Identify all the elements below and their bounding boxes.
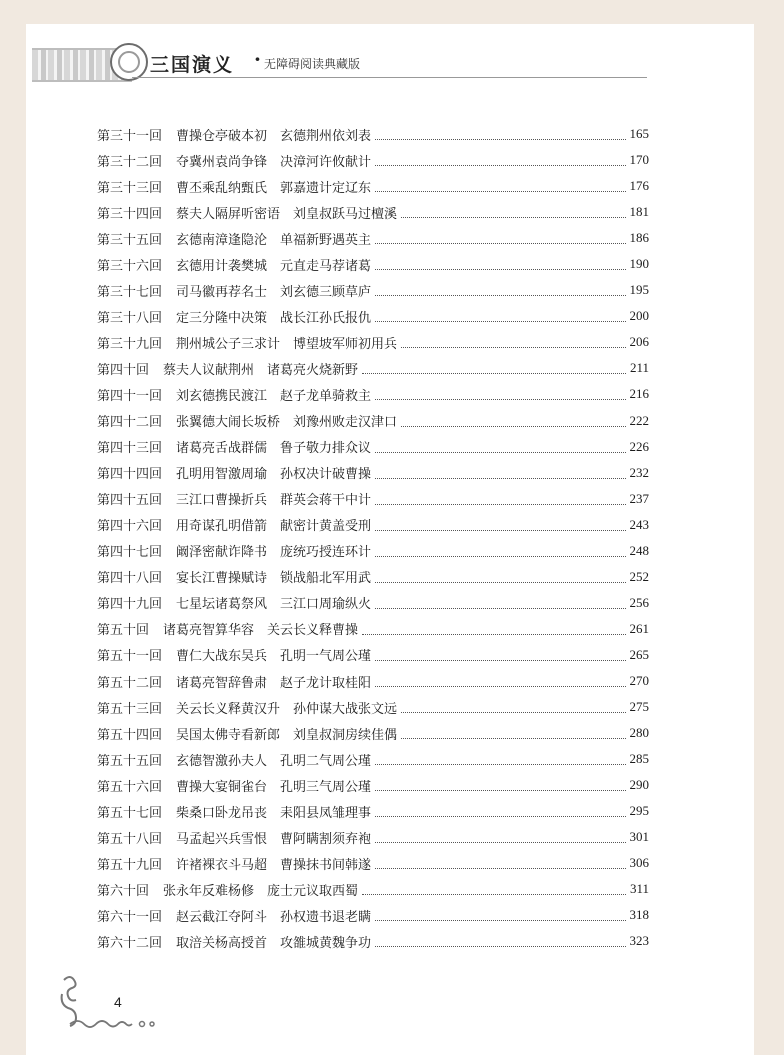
toc-entry — [97, 824, 649, 850]
dot-leader — [375, 294, 625, 296]
dot-leader — [401, 425, 625, 427]
chapter-title: 玄德用计袭樊城 元直走马荐诸葛 — [176, 258, 372, 274]
chapter-number: 第三十五回 — [97, 232, 163, 248]
chapter-number: 第五十八回 — [97, 831, 163, 847]
dot-leader — [375, 659, 625, 661]
chapter-title: 取涪关杨高授首 攻雒城黄魏争功 — [176, 935, 372, 951]
chapter-title: 七星坛诸葛祭风 三江口周瑜纵火 — [176, 597, 372, 613]
toc-entry — [97, 121, 649, 147]
dot-leader — [375, 919, 625, 921]
chapter-number: 第三十八回 — [97, 310, 163, 326]
chapter-title: 三江口曹操折兵 群英会蒋干中计 — [176, 493, 372, 509]
toc-entry — [97, 694, 649, 720]
dot-leader — [401, 737, 625, 739]
chapter-page-number: 248 — [629, 542, 649, 558]
page-number: 4 — [114, 994, 122, 1010]
chapter-page-number: 285 — [629, 751, 649, 767]
toc-entry — [97, 902, 649, 928]
chapter-title: 刘玄德携民渡江 赵子龙单骑救主 — [176, 388, 372, 404]
chapter-page-number: 186 — [629, 230, 649, 246]
toc-entry — [97, 928, 649, 954]
chapter-number: 第五十五回 — [97, 753, 163, 769]
chapter-page-number: 306 — [629, 855, 649, 871]
toc-entry — [97, 720, 649, 746]
title-separator: · — [254, 47, 261, 71]
dot-leader — [401, 711, 625, 713]
chapter-title: 柴桑口卧龙吊丧 耒阳县凤雏理事 — [176, 805, 372, 821]
toc-entry — [97, 381, 649, 407]
toc-entry — [97, 564, 649, 590]
dot-leader — [375, 529, 625, 531]
running-header — [32, 43, 647, 83]
dot-leader — [375, 477, 625, 479]
chapter-number: 第六十二回 — [97, 935, 163, 951]
dot-leader — [375, 867, 625, 869]
chapter-number: 第六十回 — [97, 883, 150, 899]
chapter-page-number: 323 — [629, 933, 649, 949]
chapter-page-number: 280 — [629, 725, 649, 741]
chapter-page-number: 176 — [629, 178, 649, 194]
toc-entry — [97, 460, 649, 486]
chapter-title: 玄德南漳逢隐沦 单福新野遇英主 — [176, 232, 372, 248]
toc-entry — [97, 408, 649, 434]
dot-leader — [401, 346, 625, 348]
toc-entry — [97, 850, 649, 876]
chapter-page-number: 222 — [629, 412, 649, 428]
toc-entry — [97, 486, 649, 512]
chapter-number: 第四十五回 — [97, 493, 163, 509]
chapter-title: 诸葛亮舌战群儒 鲁子敬力排众议 — [176, 441, 372, 457]
dot-leader — [375, 398, 625, 400]
chapter-number: 第四十三回 — [97, 441, 163, 457]
dot-leader — [375, 503, 625, 505]
chapter-number: 第五十七回 — [97, 805, 163, 821]
chapter-page-number: 318 — [629, 907, 649, 923]
chapter-title: 蔡夫人议献荆州 诸葛亮火烧新野 — [163, 362, 359, 378]
chapter-page-number: 216 — [629, 386, 649, 402]
chapter-title: 用奇谋孔明借箭 献密计黄盖受刑 — [176, 519, 372, 535]
dot-leader — [375, 789, 625, 791]
chapter-page-number: 275 — [629, 699, 649, 715]
chapter-page-number: 190 — [629, 256, 649, 272]
chapter-number: 第三十六回 — [97, 258, 163, 274]
cloud-scroll-ornament-icon — [56, 972, 166, 1032]
toc-entry — [97, 225, 649, 251]
toc-entry — [97, 434, 649, 460]
chapter-page-number: 295 — [629, 803, 649, 819]
dot-leader — [375, 815, 625, 817]
toc-entry — [97, 616, 649, 642]
dot-leader — [375, 607, 625, 609]
toc-entry — [97, 512, 649, 538]
chapter-number: 第六十一回 — [97, 909, 163, 925]
chapter-number: 第五十一回 — [97, 649, 163, 665]
dot-leader — [375, 555, 625, 557]
chapter-page-number: 261 — [629, 620, 649, 636]
dot-leader — [375, 320, 625, 322]
chapter-number: 第四十回 — [97, 362, 150, 378]
dragon-emblem-icon — [110, 43, 148, 81]
chapter-number: 第四十四回 — [97, 467, 163, 483]
chapter-number: 第三十三回 — [97, 180, 163, 196]
dot-leader — [375, 945, 625, 947]
chapter-title: 许褚裸衣斗马超 曹操抹书间韩遂 — [176, 857, 372, 873]
chapter-title: 曹操大宴铜雀台 孔明三气周公瑾 — [176, 779, 372, 795]
toc-entry — [97, 173, 649, 199]
dot-leader — [375, 581, 625, 583]
chapter-page-number: 256 — [629, 594, 649, 610]
chapter-page-number: 243 — [629, 516, 649, 532]
chapter-number: 第三十九回 — [97, 336, 163, 352]
chapter-title: 关云长义释黄汉升 孙仲谋大战张文远 — [176, 701, 398, 717]
chapter-title: 宴长江曹操赋诗 锁战船北军用武 — [176, 571, 372, 587]
chapter-title: 玄德智激孙夫人 孔明二气周公瑾 — [176, 753, 372, 769]
edition-subtitle: 无障碍阅读典藏版 — [264, 57, 361, 71]
chapter-page-number: 232 — [629, 464, 649, 480]
chapter-title: 吴国太佛寺看新郎 刘皇叔洞房续佳偶 — [176, 727, 398, 743]
dot-leader — [375, 190, 625, 192]
chapter-page-number: 170 — [629, 152, 649, 168]
chapter-number: 第五十二回 — [97, 675, 163, 691]
chapter-number: 第四十二回 — [97, 415, 163, 431]
chapter-page-number: 270 — [629, 673, 649, 688]
chapter-title: 蔡夫人隔屏听密语 刘皇叔跃马过檀溪 — [176, 206, 398, 222]
chapter-page-number: 181 — [629, 204, 649, 220]
chapter-title: 曹丕乘乱纳甄氏 郭嘉遗计定辽东 — [176, 180, 372, 196]
dot-leader — [375, 841, 625, 843]
toc-entry — [97, 303, 649, 329]
toc-entry — [97, 642, 649, 668]
chapter-number: 第五十四回 — [97, 727, 163, 743]
toc-entry — [97, 147, 649, 173]
dot-leader — [375, 138, 625, 140]
chapter-number: 第四十七回 — [97, 545, 163, 561]
chapter-number: 第三十四回 — [97, 206, 163, 222]
dot-leader — [375, 763, 625, 765]
dot-leader — [375, 451, 625, 453]
chapter-title: 诸葛亮智算华容 关云长义释曹操 — [163, 623, 359, 639]
dot-leader — [362, 372, 626, 374]
book-title: 三国演义 — [150, 54, 235, 76]
dot-leader — [401, 216, 625, 218]
chapter-page-number: 200 — [629, 308, 649, 324]
dot-leader — [375, 268, 625, 270]
chapter-number: 第三十二回 — [97, 154, 163, 170]
dot-leader — [375, 164, 625, 166]
toc-entry — [97, 746, 649, 772]
chapter-page-number: 206 — [629, 334, 649, 350]
chapter-title: 赵云截江夺阿斗 孙权遗书退老瞒 — [176, 909, 372, 925]
chapter-page-number: 301 — [629, 829, 649, 845]
toc-entry — [97, 277, 649, 303]
toc-entry — [97, 538, 649, 564]
dot-leader — [375, 242, 625, 244]
toc-entry — [97, 251, 649, 277]
toc-entry — [97, 772, 649, 798]
toc-entry — [97, 876, 649, 902]
chapter-number: 第五十回 — [97, 623, 150, 639]
toc-entry — [97, 199, 649, 225]
chapter-title: 阚泽密献诈降书 庞统巧授连环计 — [176, 545, 372, 561]
chapter-title: 孔明用智激周瑜 孙权决计破曹操 — [176, 467, 372, 483]
chapter-page-number: 290 — [629, 777, 649, 793]
chapter-number: 第五十三回 — [97, 701, 163, 717]
chapter-title: 曹仁大战东吴兵 孔明一气周公瑾 — [176, 649, 372, 665]
chapter-number: 第四十一回 — [97, 388, 163, 404]
chapter-number: 第五十六回 — [97, 779, 163, 795]
chapter-title: 马孟起兴兵雪恨 曹阿瞒割须弃袍 — [176, 831, 372, 847]
dot-leader — [362, 633, 625, 635]
chapter-page-number: 311 — [629, 881, 649, 897]
toc-entry — [97, 668, 649, 694]
chapter-page-number: 226 — [629, 438, 649, 454]
chapter-title: 张永年反难杨修 庞士元议取西蜀 — [163, 883, 359, 899]
chapter-number: 第五十九回 — [97, 857, 163, 873]
chapter-title: 司马徽再荐名士 刘玄德三顾草庐 — [176, 284, 372, 300]
chapter-page-number: 237 — [629, 490, 649, 506]
chapter-page-number: 211 — [629, 360, 649, 376]
chapter-page-number: 265 — [629, 646, 649, 662]
chapter-title: 定三分隆中决策 战长江孙氏报仇 — [176, 310, 372, 326]
chapter-number: 第四十八回 — [97, 571, 163, 587]
chapter-number: 第四十六回 — [97, 519, 163, 535]
toc-entry — [97, 798, 649, 824]
toc-entry — [97, 329, 649, 355]
dot-leader — [375, 685, 625, 687]
toc-entry — [97, 590, 649, 616]
chapter-number: 第三十七回 — [97, 284, 163, 300]
toc-entry — [97, 355, 649, 381]
table-of-contents — [97, 121, 649, 955]
header-rule — [132, 77, 647, 78]
chapter-title: 曹操仓亭破本初 玄德荆州依刘表 — [176, 128, 372, 144]
chapter-page-number: 195 — [629, 282, 649, 298]
chapter-title: 夺冀州袁尚争锋 决漳河许攸献计 — [176, 154, 372, 170]
chapter-page-number: 165 — [629, 126, 649, 142]
chapter-title: 荆州城公子三求计 博望坡军师初用兵 — [176, 336, 398, 352]
chapter-title: 诸葛亮智辞鲁肃 赵子龙计取桂阳 — [176, 675, 372, 691]
chapter-number: 第三十一回 — [97, 128, 163, 144]
dot-leader — [362, 893, 626, 895]
chapter-title: 张翼德大闹长坂桥 刘豫州败走汉津口 — [176, 415, 398, 431]
chapter-number: 第四十九回 — [97, 597, 163, 613]
chapter-page-number: 252 — [629, 568, 649, 584]
